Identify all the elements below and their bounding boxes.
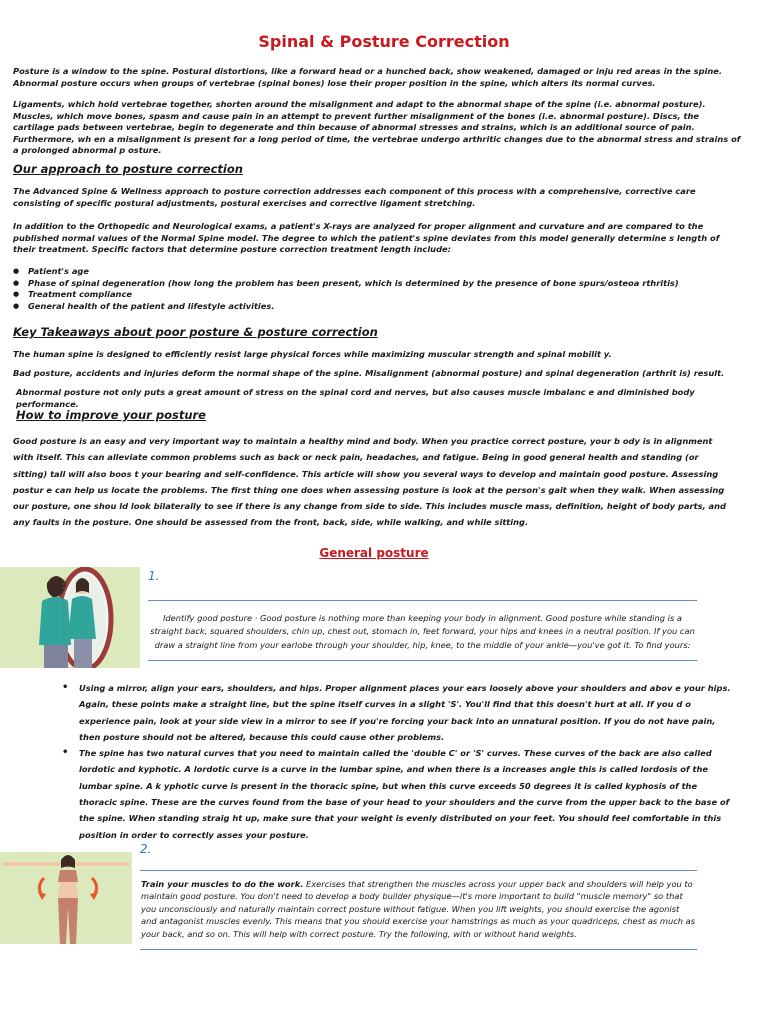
treatment-factors-list [13,266,679,312]
approach-heading: Our approach to posture correction [13,162,243,176]
step-1-bullets [62,680,732,843]
list-item: • Using a mirror, align your ears, shoulders, and hips. Proper alignment places your ears loosely above your shoulders and abov e your hips. Again, these points make a straight line, but the spine itself curves in a slight 'S'. You'll find that this doesn't hurt at all. If you d o experience pain, look at your side view in a mirror to see if you're forcing your back into an unnatural position. If you do not have pain, then posture should not be altered, because this could cause other problems. [62,680,732,745]
list-item: ● Patient's age [13,266,679,278]
step-2-number: 2. [140,842,152,856]
takeaways-paragraph-3: Abnormal posture not only puts a great amount of stress on the spinal cord and nerves, but also causes muscle imbalanc e and diminished body performance. [16,387,695,409]
list-item: ● General health of the patient and lifestyle activities. [13,301,679,313]
improve-paragraph: Good posture is an easy and very important way to maintain a healthy mind and body. When you practice correct posture, your b ody is in alignment with itself. This can alleviate common problems such as back or neck pain, headaches, and fatigue. Being in good general health and standing (or sitting) tall will also boos t your bearing and self-confidence. This article will show you several ways to develop and maintain good posture. Assessing postur e can help us locate the problems. The first thing one does when assessing posture is look at the person's gait when they walk. When assessing our posture, one shou ld look bilaterally to see if there is any change from side to side. This includes muscle mass, definition, height of body parts, and any faults in the posture. One should be assessed from the front, back, side, while walking, and while sitting. [13,436,726,528]
step-2-text: Exercises that strengthen the muscles across your upper back and shoulders will help you to maintain good posture. You don't need to develop a body builder physique—it's more important to build "muscle memory" so that you unconsciously and naturally maintain correct posture without fatigue. When you lift weights, you should exercise the agonist and antagonist muscles evenly. This means that you should exercise your hamstrings as much as your quadriceps, chest as much as your back, and so on. This will help with correct posture. Try the following, with or without hand weights. [141,879,696,939]
step-1-top-rule [148,600,697,601]
step-1-bottom-rule [148,660,697,661]
takeaways-paragraph-1: The human spine is designed to efficiently resist large physical forces while maximizing muscular strength and spinal mobilit y. [13,349,612,359]
intro-paragraph-2: Ligaments, which hold vertebrae together, shorten around the misalignment and adapt to the abnormal shape of the spine (i.e. abnormal posture). Muscles, which move bones, spasm and cause pain in an attempt to prevent further misalignment of the bones (i.e. abnormal posture). Discs, the cartilage pads between vertebrae, begin to degenerate and thin because of abnormal stresses and strains, which is an additional source of pain. Furthermore, wh en a misalignment is present for a long period of time, the vertebrae undergo arthritic changes due to the abnormal stress and strains of a prolonged abnormal p osture. [13,99,741,156]
woman-mirror-illustration [0,567,140,668]
step-2-lead: Train your muscles to do the work. [141,879,304,889]
improve-heading: How to improve your posture [16,408,206,422]
takeaways-paragraph-2: Bad posture, accidents and injuries deform the normal shape of the spine. Misalignment (abnormal posture) and spinal degeneration (arthrit is) result. [13,368,725,378]
approach-paragraph-1: The Advanced Spine & Wellness approach to posture correction addresses each component of this process with a comprehensive, corrective care consisting of specific postural adjustments, postural exercises and corrective ligament stretching. [13,186,696,208]
intro-paragraph-1: Posture is a window to the spine. Postural distortions, like a forward head or a hunched back, show weakened, damaged or inju red areas in the spine. Abnormal posture occurs when groups of vertebrae (spinal bones) lose their proper position in the spine, which alters its normal curves. [13,66,723,88]
list-item: ● Phase of spinal degeneration (how long the problem has been present, which is determined by the presence of bone spurs/osteoa rthritis) [13,278,679,290]
step-2-bottom-rule [140,949,697,950]
page-title: Spinal & Posture Correction [258,32,510,51]
list-item: ● Treatment compliance [13,289,679,301]
step-2-text-block [141,878,696,940]
woman-arms-out-illustration [0,852,132,944]
posture-mirror-image [0,567,140,668]
takeaways-heading: Key Takeaways about poor posture & posture correction [13,325,378,339]
step-1-number: 1. [148,569,160,583]
general-posture-heading: General posture [319,546,429,560]
list-item: • The spine has two natural curves that you need to maintain called the 'double C' or 'S' curves. These curves of the back are also called lordotic and kyphotic. A lordotic curve is a curve in the lumbar spine, and when there is a increases angle this is called lordosis of the lumbar spine. A k yphotic curve is present in the thoracic spine, but when this curve exceeds 50 degrees it is called kyphosis of the thoracic spine. These are the curves found from the base of your head to your shoulders and the curve from the upper back to the base of the spine. When standing straig ht up, make sure that your weight is evenly distributed on your feet. You should feel comfortable in this position in order to correctly asses your posture. [62,745,732,843]
step-2-top-rule [140,870,697,871]
step-1-text: Identify good posture · Good posture is nothing more than keeping your body in alignment. Good posture while standing is a straight back, squared shoulders, chin up, chest out, stomach in, feet forward, your hips and knees in a neutral position. If you can draw a straight line from your earlobe through your shoulder, hip, knee, to the middle of your ankle—you've got it. To find yours: [150,613,695,650]
shoulder-exercise-image [0,852,132,944]
approach-paragraph-2: In addition to the Orthopedic and Neurological exams, a patient's X-rays are analyzed for proper alignment and curvature and are compared to the published normal values of the Normal Spine model. The degree to which the patient's spine deviates from this model generally determine s length of their treatment. Specific factors that determine posture correction treatment length include: [13,221,720,255]
